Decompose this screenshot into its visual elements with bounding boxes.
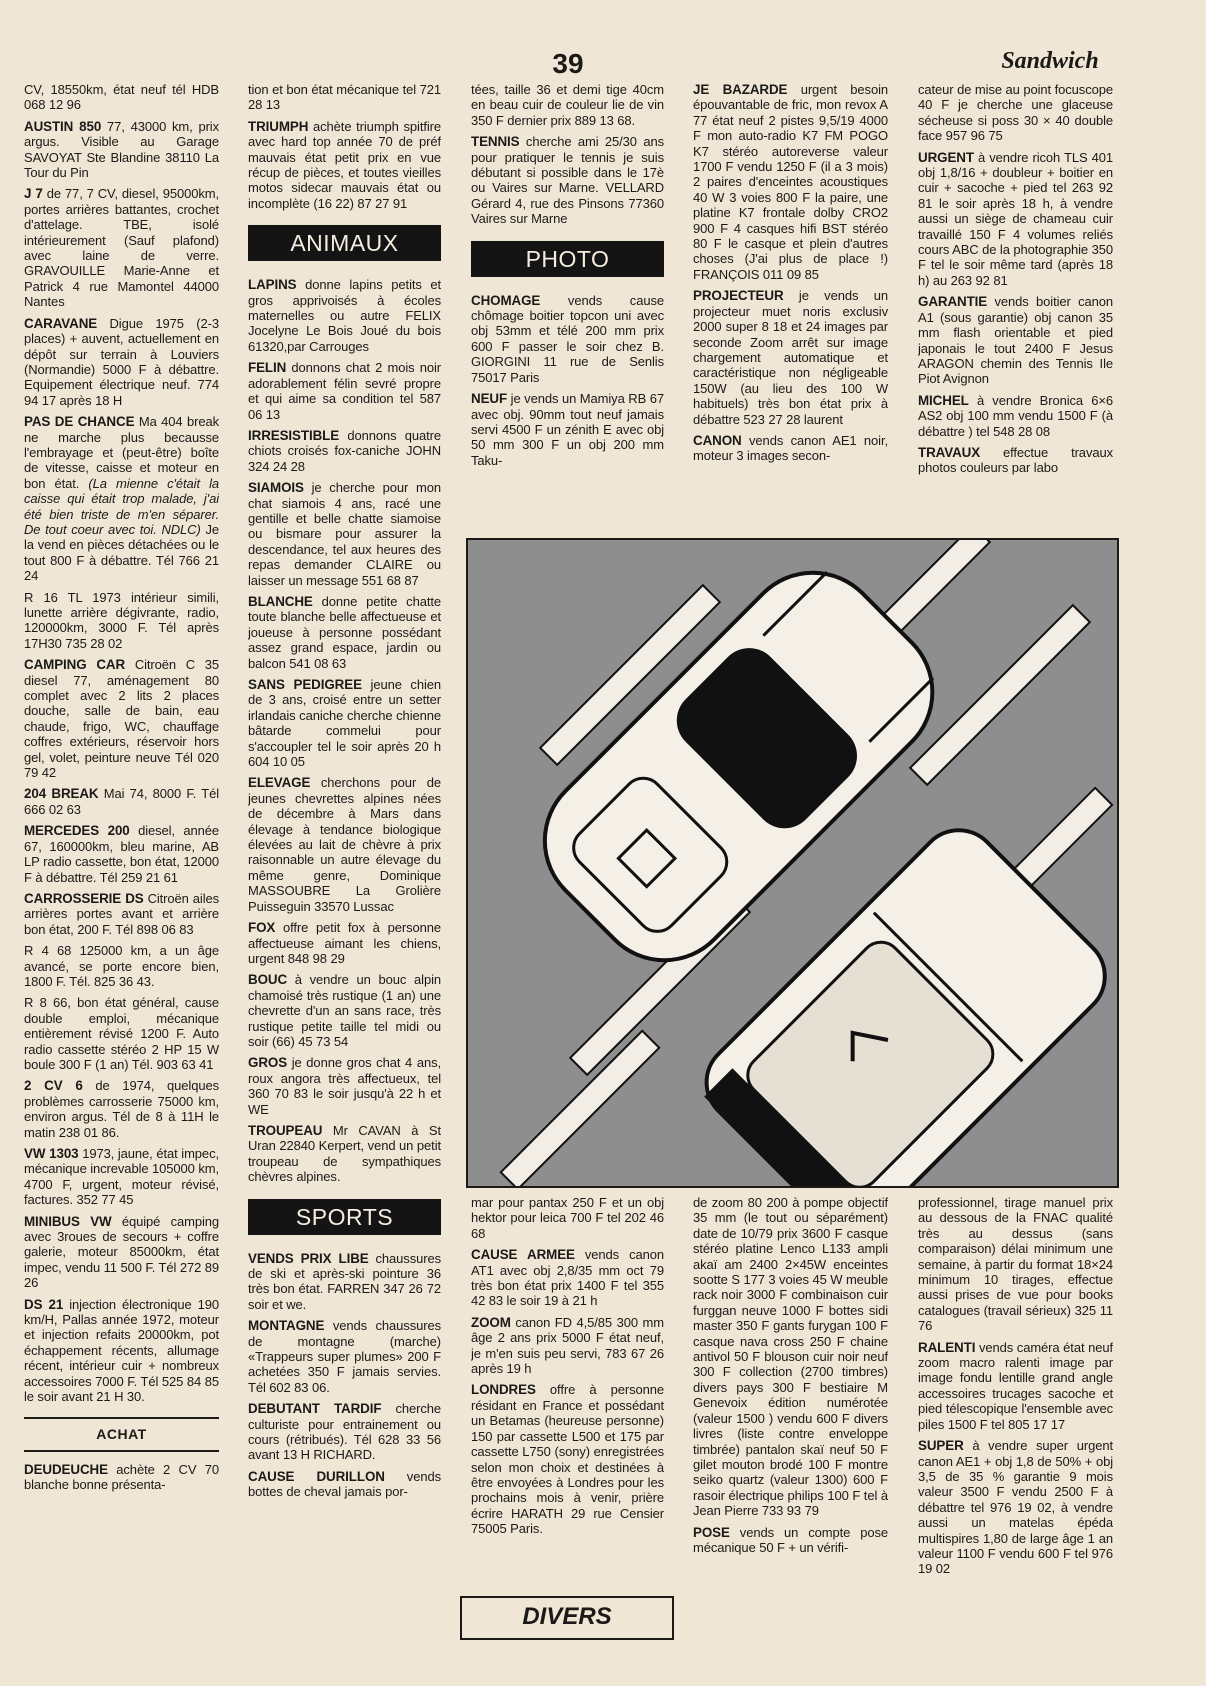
ad-text: mar pour pantax 250 F et un obj hektor pour leica 700 F tel 202 46 68	[471, 1195, 664, 1241]
magazine-brand-logo: Sandwich	[1001, 48, 1099, 74]
classified-ad	[918, 393, 1113, 439]
ad-text: jeune chien de 3 ans, croisé entre un setter irlandais caniche cherche chienne bâtarde commelui pour s'accoupler tel le soir après 20 h 604 10 05	[248, 677, 441, 770]
section-header-photo: PHOTO	[471, 241, 664, 277]
column-3-top	[471, 82, 664, 528]
ad-title: GROS	[248, 1055, 288, 1071]
classified-ad	[24, 414, 219, 583]
ad-text: injection électronique 190 km/H, Pallas année 1972, moteur et injection refaits 20000km, pot échappement récents, allumage récent, intérieur cuir + nombreux accessoires 7000 F. Tél 525 84 85 le soir avant 21 H 30.	[24, 1296, 219, 1405]
ad-text: équipé camping avec 3roues de secours + coffre galerie, moteur 85000km, état impec, vendu 11 500 F. Tél 272 89 26	[24, 1213, 219, 1291]
ad-title: JE BAZARDE	[693, 82, 788, 97]
classified-ad	[248, 1055, 441, 1117]
ads-photo	[471, 293, 664, 468]
classified-ad	[248, 920, 441, 966]
ads-photo-4	[471, 1195, 664, 1537]
ad-title: ELEVAGE	[248, 775, 311, 791]
classified-ad	[24, 316, 219, 408]
ad-title: MONTAGNE	[248, 1318, 325, 1334]
ad-text: à vendre super urgent canon AE1 + obj 1,8 de 50% + obj 3,5 de 35 % garantie 9 mois valeur 3500 F vendu 2500 F à débattre tel 976 19 02, à vendre aussi un matelas épéda multispires 1,80 de large âge 1 an valeur 1100 F vendu 600 F tel 976 19 02	[918, 1438, 1113, 1577]
ad-title: CANON	[693, 432, 742, 448]
ad-text: à vendre un bouc alpin chamoisé très rustique (1 an) une chevrette d'un an sans race, très rustique petite taille tel midi ou soir (66) 45 73 54	[248, 972, 441, 1049]
ad-title: PAS DE CHANCE	[24, 414, 135, 430]
ad-text: de zoom 80 200 à pompe objectif 35 mm (le tout ou séparément) date de 10/79 prix 3600 F casque stéréo platine Lenco L133 ampli akaï am 2400 2×45W enceintes sootte S 177 3 voies 45 W meuble rack noir 3000 F combinaison cuir furggan neuve 1000 F bottes sidi master 350 F gants furygan 100 F casque nava cross 250 F chaine antivol 50 F blouson cuir noir neuf 300 F collection (2700 timbres) divers pays 300 F bestiaire M Genevoix édition numérotée (valeur 1500 ) vendu 600 F divers livres (liste contre enveloppe timbrée) pantalon skaï neuf 50 F gilet mouton brodé 100 F montre seiko quartz (valeur 1300) 600 F rasoir électrique philips 100 F tel à Jean Pierre 733 93 79	[693, 1195, 888, 1519]
ad-text: 77, 43000 km, prix argus. Visible au Garage SAVOYAT Ste Blandine 38110 La Tour du Pin	[24, 118, 219, 181]
ad-text: Mai 74, 8000 F. Tél 666 02 63	[24, 786, 219, 817]
ad-title: ZOOM	[471, 1314, 511, 1330]
ad-title: VENDS PRIX LIBE	[248, 1250, 369, 1266]
ad-text: donne lapins petits et gros apprivoisés à écoles maternelles ou autre FELIX Jocelyne Le Bois Joué du bois 61320,par Carrouges	[248, 277, 441, 354]
ad-title: TRAVAUX	[918, 444, 981, 460]
classified-ad	[471, 1195, 664, 1241]
ad-text: je vends un Mamiya RB 67 avec obj. 90mm tout neuf jamais servi 4500 F un zénith E avec obj 50 mm 300 F un obj 200 mm Taku-	[471, 391, 664, 468]
classified-ad	[24, 82, 219, 113]
classified-ad	[24, 657, 219, 780]
classified-ad	[24, 1146, 219, 1208]
ad-text: urgent besoin épouvantable de fric, mon revox A 77 état neuf 2 pistes 9,5/19 4000 F mon auto-radio K7 FM POGO K7 stéréo autoreverse valeur 1700 F vendu 1250 F (il a 3 mois) 2 paires d'enceintes acoustiques 40 W 3 voies 800 F la paire, une platine K7 frontale dolby CRO2 900 F 4 casques hifi BST stéréo 80 F le casque et plein d'autres choses (J'ai plus de place !) FRANÇOIS 011 09 85	[693, 82, 888, 282]
ad-title: NEUF	[471, 391, 508, 407]
classified-ad	[693, 1525, 888, 1556]
ad-text: offre à personne résidant en France et possédant un Betamas (heureuse personne) 150 par cassette L500 et 175 par cassette L750 (sony) enregistrées selon mon choix et destinées à être envoyées à Londres pour les prochains mois à venir, prière écrire HARATH 29 rue Censier 75005 Paris.	[471, 1382, 664, 1537]
ad-text: je vends un projecteur muet noris exclusiv 2000 super 8 18 et 24 images par seconde Zoom arrêt sur image chargement automatique et caractéristique non négligeable 150W (au lieu des 100 W habituels) très bon état prix à débattre 523 27 28 laurent	[693, 288, 888, 427]
column-3-bottom	[471, 1195, 664, 1590]
ads-sports	[248, 1251, 441, 1500]
ad-text: chaussures de ski et après-ski pointure 36 très bon état. FARREN 347 26 72 soir et we.	[248, 1250, 441, 1312]
classified-ad	[471, 134, 664, 226]
ad-title: BOUC	[248, 972, 288, 988]
ad-title: VW 1303	[24, 1146, 79, 1161]
classified-ad	[24, 995, 219, 1072]
ad-text-tail: Je la vend en pièces détachées ou le tout 800 F à débattre. Tél 766 21 24	[24, 521, 219, 584]
classified-ad	[24, 1078, 219, 1140]
ad-title: BLANCHE	[248, 593, 313, 609]
classified-ad	[248, 1251, 441, 1313]
ad-title: CHOMAGE	[471, 292, 541, 308]
ad-text: R 4 68 125000 km, a un âge avancé, se porte encore bien, 1800 F. Tél. 825 36 43.	[24, 943, 219, 989]
ad-text: vends caméra état neuf zoom macro ralenti image par image fondu lentille grand angle accessoires trucages sacoche et pied télescopique l'ensemble avec piles 1500 F tel 805 17 17	[918, 1339, 1113, 1432]
ad-title: DS 21	[24, 1296, 64, 1312]
classified-ad	[693, 288, 888, 427]
ad-title: TRIUMPH	[248, 118, 309, 134]
classified-ad	[248, 677, 441, 769]
classified-ad	[248, 277, 441, 354]
classified-ad	[471, 293, 664, 385]
ad-title: 2 CV 6	[24, 1078, 83, 1094]
ad-text: tées, taille 36 et demi tige 40cm en beau cuir de couleur lie de vin 350 F dernier prix 889 13 68.	[471, 82, 664, 128]
ads-photo-5	[693, 1195, 888, 1555]
ad-text: Digue 1975 (2-3 places) + auvent, actuellement en dépôt sur terrain à Louviers (Normandie) 5000 F à débattre. Equipement électrique neuf. 774 94 17 après 18 H	[24, 315, 219, 408]
classified-ad	[248, 972, 441, 1049]
ad-title: URGENT	[918, 149, 974, 165]
classified-ad	[24, 943, 219, 989]
column-5-bottom	[918, 1195, 1113, 1645]
classified-ad	[24, 186, 219, 309]
classified-ad	[24, 590, 219, 652]
ads-misc-top	[248, 82, 441, 211]
ad-text: vends chaussures de montagne (marche) «Trappeurs super plumes» 200 F achetées 350 F jamais servies. Tél 602 83 06.	[248, 1318, 441, 1395]
classified-ad	[693, 433, 888, 464]
ad-title: SUPER	[918, 1438, 964, 1454]
ad-text: je donne gros chat 4 ans, roux angora très affectueux, tel 360 70 83 le soir jusqu'à 22 h et WE	[248, 1055, 441, 1117]
ad-title: CAMPING CAR	[24, 657, 126, 673]
classified-ad	[693, 82, 888, 282]
classified-ad	[918, 82, 1113, 144]
ad-text: diesel, année 67, 160000km, bleu marine, AB LP radio cassette, bon état, 12000 F à débattre. Tél 259 21 61	[24, 823, 219, 885]
classified-ad	[918, 1340, 1113, 1432]
classified-ad	[248, 428, 441, 474]
ad-text: CV, 18550km, état neuf tél HDB 068 12 96	[24, 82, 219, 113]
classified-ad	[24, 786, 219, 817]
ads-photo-3	[918, 82, 1113, 476]
classified-ad	[918, 445, 1113, 476]
ad-title: AUSTIN 850	[24, 118, 102, 134]
classified-ad	[248, 82, 441, 113]
ad-title: SANS PEDIGREE	[248, 677, 362, 692]
classified-ad	[471, 391, 664, 468]
classified-ad	[24, 1297, 219, 1405]
ad-title: POSE	[693, 1524, 730, 1540]
ad-text: cherchons pour de jeunes chevrettes alpines nées de décembre à Mars dans élevage à tendance biologique élevées au lait de chèvre à prix raisonnable un autre élevage du même genre, Dominique MASSOUBRE La Grolière Puisseguin 33570 Lussac	[248, 775, 441, 914]
ad-text: Citroën C 35 diesel 77, aménagement 80 complet avec 2 lits 2 places douche, salle de bain, eau chaude, frigo, WC, chauffage coffres extérieurs, réservoir hors gel, volet, peinture neuve Tél 020 79 42	[24, 657, 219, 781]
ad-text: offre petit fox à personne affectueuse aimant les chiens, urgent 848 98 29	[248, 920, 441, 966]
ad-text: cherche culturiste pour entrainement ou cours (rétribués). Tél 628 33 56 avant 13 H RICHARD.	[248, 1401, 441, 1463]
column-4-top	[693, 82, 888, 528]
ad-title: CAUSE DURILLON	[248, 1468, 385, 1484]
ad-text: achète triumph spitfire avec hard top année 70 de préf mauvais état petit prix en vue récup de pièces, et toutes vieilles motos sidecar mauvais état ou incomplète (16 22) 87 27 91	[248, 118, 441, 211]
ad-text: vends canon AT1 avec obj 2,8/35 mm oct 79 très bon état prix 1400 F tel 355 42 83 le soir 19 à 21 h	[471, 1247, 664, 1309]
ad-text: vends boitier canon A1 (sous garantie) obj canon 35 mm flash orientable et pied japonais le tout 2400 F Jesus ARAGON chemin des Tennis Ile Piot Avignon	[918, 294, 1113, 387]
column-2	[248, 82, 441, 1642]
ads-photo-6	[918, 1195, 1113, 1577]
classified-ad	[24, 823, 219, 885]
ad-title: FOX	[248, 920, 276, 936]
classified-ad	[248, 1469, 441, 1500]
ad-text: donnons chat 2 mois noir adorablement félin sevré propre et qui aime sa condition tel 587 06 13	[248, 360, 441, 422]
ad-text: de 1974, quelques problèmes carrosserie 75000 km, environ argus. Tél de 8 à 11H le matin 238 01 86.	[24, 1078, 219, 1140]
column-1	[24, 82, 219, 1642]
ad-text: canon FD 4,5/85 300 mm âge 2 ans prix 5000 F état neuf, je m'en suis peu servi, 783 67 26 après 19 h	[471, 1314, 664, 1377]
ad-title: CAUSE ARMEE	[471, 1247, 575, 1263]
ad-editor-note: (La mienne c'était la caisse qui était trop malade, j'ai été bien triste de m'en séparer. De tout coeur avec toi. NDLC)	[24, 475, 219, 537]
ad-text: Citroën ailes arrières portes avant et arrière bon état, 200 F. Tél 898 06 83	[24, 890, 219, 937]
page-number: 39	[552, 48, 584, 79]
ad-title: CARROSSERIE DS	[24, 890, 144, 906]
ad-title: FELIN	[248, 360, 287, 376]
ad-text: vends bottes de cheval jamais por-	[248, 1468, 441, 1500]
classified-ad	[471, 82, 664, 128]
ad-title: GARANTIE	[918, 294, 988, 310]
section-header-sports: SPORTS	[248, 1199, 441, 1235]
ad-text: vends canon AE1 noir, moteur 3 images secon-	[693, 432, 888, 464]
ad-title: MERCEDES 200	[24, 823, 130, 839]
ad-text: effectue travaux photos couleurs par labo	[918, 444, 1113, 476]
ad-title: DEBUTANT TARDIF	[248, 1401, 382, 1417]
ad-text: vends cause chômage boitier topcon uni avec obj 53mm et télé 200 mm prix 600 F passer le soir chez B. GIORGINI 11 rue de Senlis 75017 Paris	[471, 292, 664, 385]
ad-text: R 8 66, bon état général, cause double emploi, mécanique entièrement révisé 1200 F. Auto radio cassette stéréo 2 HP 15 W boule 300 F (1 an) Tél. 903 63 41	[24, 995, 219, 1072]
classified-ad	[24, 1462, 219, 1493]
ad-text: donnons quatre chiots croisés fox-caniche JOHN 324 24 28	[248, 427, 441, 474]
section-header-divers: DIVERS	[460, 1596, 674, 1640]
classified-ad	[248, 775, 441, 914]
section-header-animaux: ANIMAUX	[248, 225, 441, 261]
ads-autos	[24, 82, 219, 1405]
ad-text: de 77, 7 CV, diesel, 95000km, portes arrières battantes, crochet d'attelage. TBE, isolé intérieurement (Sauf plafond) avec laine de verre. GRAVOUILLE Marie-Anne et Patrick 4 rue Mamontel 44000 Nantes	[24, 186, 219, 310]
ad-title: TENNIS	[471, 134, 520, 150]
classified-ad	[693, 1195, 888, 1519]
classified-ad	[471, 1382, 664, 1536]
classified-ad	[24, 119, 219, 181]
classified-ad	[918, 150, 1113, 289]
column-5-top	[918, 82, 1113, 528]
ad-title: SIAMOIS	[248, 480, 304, 496]
classified-ad	[248, 1123, 441, 1185]
section-header-achat: ACHAT	[24, 1417, 219, 1452]
ad-title: LAPINS	[248, 277, 297, 293]
ads-sports-cont	[471, 82, 664, 227]
ad-title: J 7	[24, 186, 43, 202]
ads-animaux	[248, 277, 441, 1184]
classified-ad	[248, 1318, 441, 1395]
ad-title: DEUDEUCHE	[24, 1461, 108, 1477]
classified-ad	[24, 891, 219, 937]
classified-ad	[24, 1214, 219, 1291]
ad-title: IRRESISTIBLE	[248, 427, 340, 443]
ad-text: R 16 TL 1973 intérieur simili, lunette arrière dégivrante, radio, 120000km, 3000 F. Tél après 17H30 735 28 02	[24, 589, 219, 651]
ad-text: je cherche pour mon chat siamois 4 ans, racé une gentille et belle chatte siamoise ou bismare pour assurer la descendance, tel aux heures des repas demander CLAIRE ou laisser un message 551 68 87	[248, 480, 441, 588]
cars-top-view-illustration	[466, 538, 1119, 1188]
classified-ad	[248, 119, 441, 211]
ad-text: à vendre ricoh TLS 401 obj 1,8/16 + doubleur + boitier en cuir + sacoche + pied tel 263 92 81 le soir après 18 h, à vendre aussi un siège de chameau cuir travaillé 150 F 4 volumes reliés cours ABC de la photographie 350 F tel le soir même tard (après 18 h) au 263 92 81	[918, 149, 1113, 288]
classified-ad	[248, 594, 441, 671]
classified-ad	[918, 1438, 1113, 1577]
classified-ad	[248, 1401, 441, 1463]
ad-text: achète 2 CV 70 blanche bonne présenta-	[24, 1461, 219, 1493]
classified-ad	[471, 1247, 664, 1309]
ad-text: cherche ami 25/30 ans pour pratiquer le tennis je suis débutant si possible dans le 17è ou Vaires sur Marne. VELLARD Gérard 4, rue des Pinsons 77360 Vaires sur Marne	[471, 134, 664, 227]
classified-ad	[248, 360, 441, 422]
ad-title: 204 BREAK	[24, 786, 99, 802]
ad-title: LONDRES	[471, 1382, 536, 1398]
ad-text: Mr CAVAN à St Uran 22840 Kerpert, vend un petit troupeau de sympathiques chèvres alpines.	[248, 1122, 441, 1185]
ad-text: cateur de mise au point focuscope 40 F je cherche une glaceuse sécheuse si poss 30 × 40 double face 957 96 75	[918, 82, 1113, 144]
classified-ad	[471, 1315, 664, 1377]
ad-title: PROJECTEUR	[693, 288, 784, 304]
ad-title: TROUPEAU	[248, 1122, 323, 1138]
ad-title: MINIBUS VW	[24, 1213, 112, 1229]
ad-text: Ma 404 break ne marche plus becausse l'embrayage et (peut-être) boîte de vitesse, caisse et moteur en bon état.	[24, 414, 219, 491]
ad-text: professionnel, tirage manuel prix au dessous de la FNAC qualité très au dessus (sans comparaison) délai minimum une semaine, à partir du format 18×24 minimum 10 tirages, effectue aussi prises de vue pour books catalogues (travail sérieux) 325 11 76	[918, 1195, 1113, 1334]
ad-title: RALENTI	[918, 1339, 976, 1355]
ad-text: vends un compte pose mécanique 50 F + un vérifi-	[693, 1524, 888, 1555]
ad-text: donne petite chatte toute blanche belle affectueuse et joueuse à personne possédant assez grand espace, jardin ou balcon 541 08 63	[248, 593, 441, 671]
ad-title: CARAVANE	[24, 315, 98, 331]
classified-ad	[918, 1195, 1113, 1334]
ads-achat	[24, 1462, 219, 1493]
ad-title: MICHEL	[918, 392, 969, 408]
ad-text: tion et bon état mécanique tel 721 28 13	[248, 82, 441, 113]
ad-text: 1973, jaune, état impec, mécanique increvable 105000 km, 4700 F, urgent, moteur révisé, factures. 352 77 45	[24, 1146, 219, 1208]
classified-ad	[248, 480, 441, 588]
ads-photo-2	[693, 82, 888, 464]
classified-ad	[918, 294, 1113, 386]
ad-text: à vendre Bronica 6×6 AS2 obj 100 mm vendu 1500 F (à débattre ) tel 548 28 08	[918, 392, 1113, 439]
column-4-bottom	[693, 1195, 888, 1645]
